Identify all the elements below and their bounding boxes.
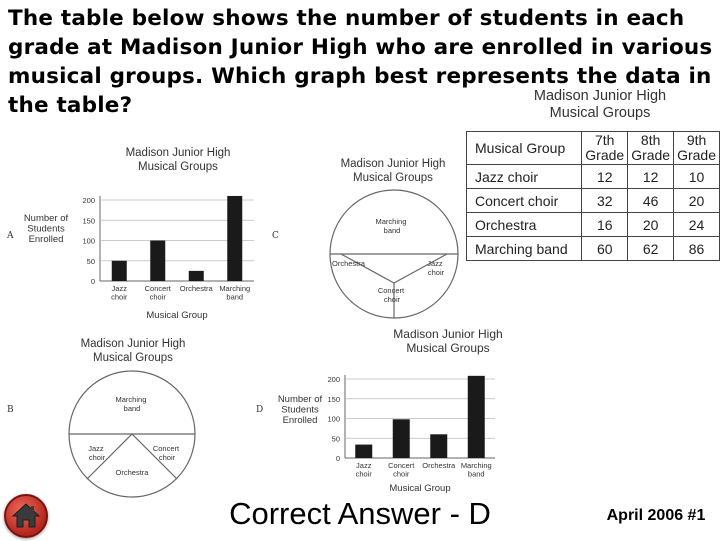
graph-title-line: Madison Junior High (80, 338, 186, 350)
table-cell: 62 (628, 237, 674, 261)
y-axis-title-line: Students (27, 223, 65, 235)
graph-title-line: Musical Groups (93, 352, 173, 364)
question-line: musical groups. Which graph best represents the data in (8, 64, 712, 89)
x-tick-label (219, 284, 250, 302)
table-cell: 20 (674, 189, 720, 213)
table-title-line: Musical Groups (549, 105, 651, 121)
graph-b-pie-chart (67, 369, 197, 499)
y-axis-title-line: Students (281, 404, 319, 416)
x-tick-label-line: choir (393, 469, 410, 479)
table-cell: 20 (628, 213, 674, 237)
x-axis-title: Musical Group (146, 310, 208, 321)
correct-answer: Correct Answer - D (229, 496, 491, 531)
graph-title-line: Musical Groups (353, 172, 433, 184)
option-a-letter: A (7, 231, 14, 241)
y-axis-title-line: Number of (277, 394, 323, 405)
y-axis-title-line: Number of (23, 213, 69, 224)
table-row (467, 189, 720, 213)
table-cell: 86 (674, 237, 720, 261)
x-tick-label-line: choir (149, 292, 166, 302)
pie-label-orchestra: Orchestra (115, 468, 149, 477)
table-cell: 12 (628, 165, 674, 189)
graph-a-bar-chart (22, 175, 262, 330)
x-tick-label (388, 461, 415, 479)
y-tick-label: 0 (90, 277, 95, 286)
table-header-row (467, 132, 720, 165)
x-tick-label-line: Orchestra (179, 284, 213, 293)
x-tick-label-line: Marching (460, 461, 492, 470)
graph-title-line: Musical Groups (138, 161, 218, 173)
x-tick-label (111, 284, 128, 302)
question-line: the table? (8, 93, 133, 118)
question-source-date: April 2006 #1 (606, 507, 706, 524)
option-d-letter: D (256, 405, 264, 415)
graph-c-pie-chart (328, 188, 460, 320)
graph-a-title (98, 146, 258, 174)
y-tick-label: 0 (335, 454, 340, 463)
table-cell: Jazz choir (467, 165, 582, 189)
bar (189, 271, 204, 281)
bar (468, 376, 485, 458)
graph-c-title (318, 157, 468, 185)
x-tick-label (145, 284, 172, 302)
y-axis-title (24, 213, 69, 245)
graph-title-line: Madison Junior High (393, 327, 503, 341)
x-tick-label-line: choir (111, 292, 128, 302)
table-header-cell: 7th Grade (582, 132, 628, 165)
y-axis-title-line: Enrolled (28, 234, 64, 245)
y-tick-label: 150 (327, 394, 340, 404)
pie-label-orchestra: Orchestra (332, 259, 365, 268)
table-cell: Marching band (467, 237, 582, 261)
pie-label-jazz: Jazz choir (427, 259, 445, 277)
table-title (500, 88, 700, 122)
pie-label-jazz: Jazz choir (88, 444, 106, 462)
pie-label-concert: Concert choir (152, 444, 180, 462)
x-tick-label-line: Concert (388, 461, 415, 470)
table-cell: 24 (674, 213, 720, 237)
table-header-cell: 9th Grade (674, 132, 720, 165)
y-tick-label: 50 (86, 256, 95, 266)
x-tick-label-line: Concert (144, 284, 171, 293)
table-cell: Orchestra (467, 213, 582, 237)
x-tick-label (422, 461, 456, 470)
table-row (467, 237, 720, 261)
x-tick-label-line: Jazz (356, 461, 372, 470)
table-cell: 60 (582, 237, 628, 261)
pie-label-concert: Concert choir (377, 286, 405, 304)
bar (112, 261, 127, 281)
x-tick-label-line: band (467, 469, 485, 479)
home-icon (6, 496, 46, 536)
x-tick-label-line: Orchestra (422, 461, 456, 470)
table-header-cell: Musical Group (467, 132, 582, 165)
bar (355, 445, 372, 458)
graph-title-line: Musical Groups (406, 341, 490, 355)
bar (227, 196, 242, 281)
x-tick-label-line: Jazz (111, 284, 127, 293)
table-cell: Concert choir (467, 189, 582, 213)
graph-b-title (58, 337, 208, 365)
table-cell: 16 (582, 213, 628, 237)
x-tick-label-line: Marching (219, 284, 251, 293)
question-line: The table below shows the number of students in each (8, 6, 685, 31)
bar (393, 419, 410, 458)
table-header-cell: 8th Grade (628, 132, 674, 165)
x-tick-label-line: band (226, 292, 244, 302)
x-tick-label (180, 284, 214, 293)
question-line: grade at Madison Junior High who are enrolled in various (8, 35, 713, 60)
table-cell: 32 (582, 189, 628, 213)
pie-label-marching: Marching band (115, 395, 147, 413)
option-c-letter: C (272, 231, 279, 241)
table-cell: 10 (674, 165, 720, 189)
graph-d-title (344, 327, 552, 355)
y-axis-title (278, 394, 323, 426)
x-tick-label (461, 461, 492, 479)
graph-title-line: Madison Junior High (125, 147, 231, 159)
pie-label-marching: Marching band (375, 217, 407, 235)
y-tick-label: 200 (327, 375, 340, 384)
table-title-line: Madison Junior High (533, 88, 667, 104)
table-cell: 12 (582, 165, 628, 189)
y-tick-label: 50 (331, 434, 340, 444)
y-tick-label: 100 (327, 414, 340, 424)
option-b-letter: B (7, 405, 14, 415)
table-cell: 46 (628, 189, 674, 213)
bar (150, 241, 165, 282)
y-tick-label: 200 (82, 196, 95, 205)
enrollment-table (466, 131, 720, 261)
bar (430, 434, 447, 458)
y-axis-title-line: Enrolled (282, 415, 318, 426)
graph-title-line: Madison Junior High (340, 158, 446, 170)
table-row (467, 213, 720, 237)
y-tick-label: 150 (82, 216, 95, 226)
x-axis-title: Musical Group (389, 483, 451, 494)
home-button[interactable] (4, 494, 48, 538)
graph-d-bar-chart (270, 362, 500, 497)
x-tick-label (356, 461, 373, 479)
y-tick-label: 100 (82, 236, 95, 246)
table-row (467, 165, 720, 189)
x-tick-label-line: choir (355, 469, 372, 479)
